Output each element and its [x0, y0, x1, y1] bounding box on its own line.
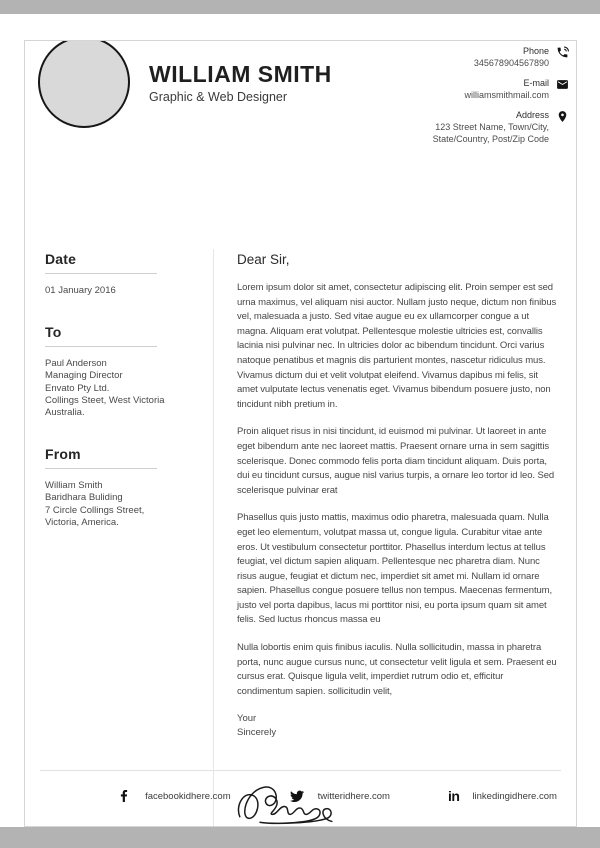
name-block: [149, 62, 332, 104]
contact-value: 123 Street Name, Town/City,: [435, 122, 549, 132]
contact-label: Address: [515, 110, 549, 120]
section-heading: To: [45, 324, 62, 341]
contact-address: [433, 109, 569, 145]
letter-body: [213, 249, 576, 827]
section-divider: [45, 346, 157, 347]
contact-value: williamsmithmail.com: [464, 90, 549, 100]
linkedin-icon: in: [447, 788, 460, 804]
letter-paragraph: Phasellus quis justo mattis, maximus odio pharetra, malesuada quam. Nulla eget leo elementum, volutpat massa ut, congue ligula. Curabitur vitae ante eros. Ut vestibulum consectetur porttitor. Phasellus interdum lectus at tellus feugiat, vel dictum sapien aliquam. Pellentesque nec pharetra diam. Nunc risus augue, feugiat et dictum nec, imperdiet sit amet mi. Nullam id ornare sapien. Phasellus congue posuere tellus non tempus. Maecenas fermentum, justo vel porta dapibus, lacus mi porttitor nisi, eu porta ipsum quam sit amet felis. Sed luctus rhoncus massa eu: [237, 512, 553, 626]
facebook-icon: [116, 788, 132, 804]
contact-email: [433, 77, 569, 101]
linkedin-link[interactable]: [448, 788, 557, 804]
facebook-link[interactable]: [116, 788, 231, 804]
social-links: [25, 788, 576, 804]
letter-page: [24, 40, 577, 827]
sender-line: Baridhara Buliding: [45, 492, 123, 504]
facebook-handle: facebookidhere.com: [145, 790, 231, 802]
section-heading: Date: [45, 251, 77, 267]
section-body: [45, 358, 213, 419]
footer-divider: [40, 770, 561, 771]
sidebar-section-to: [45, 324, 213, 419]
person-name: WILLIAM SMITH: [149, 61, 332, 87]
twitter-link[interactable]: [289, 788, 390, 804]
email-icon: [556, 78, 569, 91]
twitter-icon: [289, 788, 305, 804]
bottom-gray-band: [0, 827, 600, 848]
contact-value: 345678904567890: [473, 58, 549, 68]
section-heading: From: [45, 446, 81, 463]
letter-paragraph: Nulla lobortis enim quis finibus iaculis. Nulla sollicitudin, massa in pharetra porta, nunc augue cursus nunc, ut consectetur velit ligula et sem. Praesent eu cursus erat. Quisque ligula velit, imperdiet rutrum odio et, efficitur condimentum sapien. sollicitudin velit,: [237, 642, 557, 697]
contact-address-text: [433, 109, 549, 145]
header: [25, 41, 576, 249]
phone-icon: [556, 46, 569, 59]
letter-paragraph: Lorem ipsum dolor sit amet, consectetur adipiscing elit. Proin semper est sed urna maximus, vel aliquam nisi auctor. Nullam justo neque, dictum non finibus vel, malesuada a justo. Sed vitae augue eu ex ullamcorper congue a ut magna. Aliquam erat volutpat. Pellentesque molestie ultricies est, convallis lacinia nisi pulvinar nec. In ultricies dolor ac bibendum tincidunt. Orci varius natoque penatibus et magnis dis parturient montes, nascetur ridiculus mus. Vivamus dictum dui et velit volutpat eleifend. Vivamus dapibus mi felis, sit amet vulputate lectus venenatis eget. Vivamus bibendum posuere justo, non tincidunt nibh pretium in.: [237, 282, 557, 410]
closing: [237, 712, 559, 739]
contact-email-text: [464, 77, 549, 101]
sender-line: Victoria, America.: [45, 516, 119, 528]
recipient-line: Paul Anderson: [45, 358, 107, 370]
letter-paragraph: Proin aliquet risus in nisi tincidunt, id euismod mi pulvinar. Ut laoreet in ante eget bibendum ante nec laoreet mattis. Praesent ornare urna in sem sagittis scelerisque. Donec commodo felis porta diam tincidunt aliquam. Duis porta, dui eu tincidunt cursus, augue nisl varius turpis, a ornare leo tortor id leo. Sed scelerisque pulvinar erat: [237, 426, 555, 496]
contact-label: Phone: [522, 46, 549, 56]
avatar: [38, 40, 130, 128]
sender-line: William Smith: [45, 480, 103, 492]
footer: [25, 770, 576, 826]
section-divider: [45, 468, 157, 469]
recipient-line: Australia.: [45, 407, 85, 419]
contact-value: State/Country, Post/Zip Code: [432, 134, 549, 144]
linkedin-handle: linkedingidhere.com: [472, 790, 557, 802]
contact-label: E-mail: [523, 78, 549, 88]
sidebar-section-from: [45, 446, 213, 529]
sidebar-section-date: [45, 251, 213, 297]
top-gray-band: [0, 0, 600, 14]
section-divider: [45, 273, 157, 274]
closing-line: Your: [237, 713, 257, 725]
location-icon: [556, 110, 569, 123]
recipient-line: Envato Pty Ltd.: [45, 382, 110, 394]
date-value: 01 January 2016: [45, 285, 116, 296]
twitter-handle: twitteridhere.com: [317, 790, 390, 802]
contact-list: [433, 45, 569, 153]
sender-line: 7 Circle Collings Street,: [45, 504, 145, 516]
section-body: [45, 480, 213, 529]
job-title: Graphic & Web Designer: [149, 90, 288, 105]
recipient-line: Managing Director: [45, 370, 123, 382]
salutation: Dear Sir,: [237, 252, 290, 267]
recipient-line: Collings Steet, West Victoria: [45, 394, 165, 406]
main-area: [25, 249, 576, 827]
contact-phone-text: [474, 45, 549, 69]
contact-phone: [433, 45, 569, 69]
closing-line: Sincerely: [237, 726, 277, 738]
sidebar: [36, 249, 213, 556]
section-body: [45, 285, 213, 297]
